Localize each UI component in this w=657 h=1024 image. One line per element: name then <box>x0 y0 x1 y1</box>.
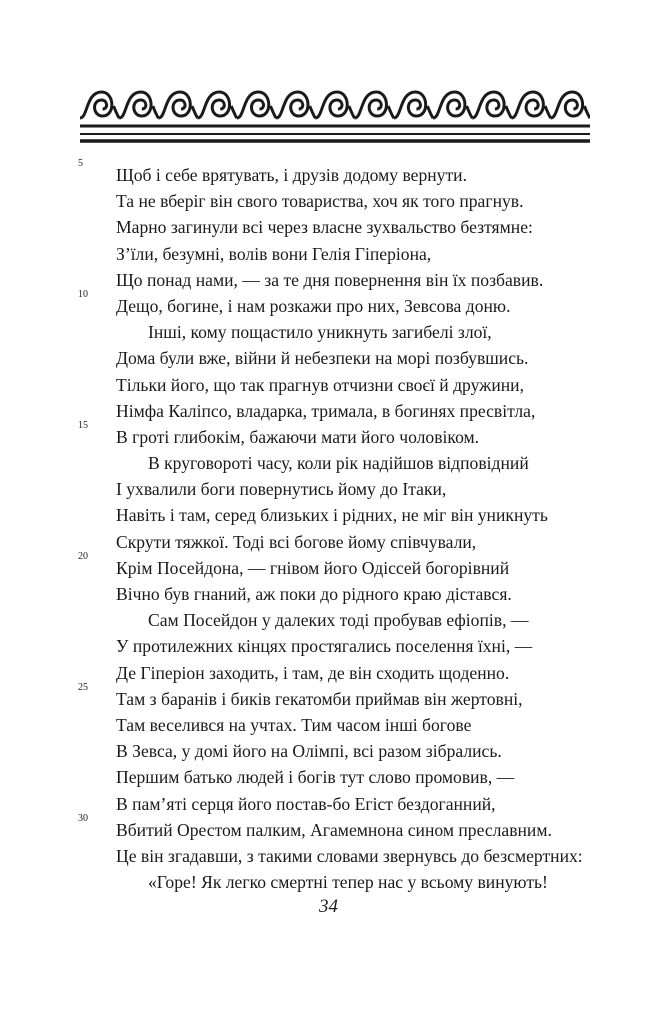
verse-text: Вічно був гнаний, аж поки до рідного краю дістався. <box>116 584 512 604</box>
verse-line <box>0 267 657 293</box>
verse-line <box>0 419 657 450</box>
verse-line <box>0 214 657 240</box>
verse-line <box>0 843 657 869</box>
wave-scroll <box>237 92 276 118</box>
verse-line <box>0 712 657 738</box>
verse-text: Дещо, богине, і нам розкажи про них, Зевсова доню. <box>116 295 511 316</box>
verse-text: В круговороті часу, коли рік надійшов відповідний <box>148 453 529 474</box>
verse-text: Що понад нами, — за те дня повернення він їх позбавив. <box>116 269 544 290</box>
line-number: 15 <box>78 419 88 431</box>
line-number: 20 <box>78 550 88 562</box>
verse-line <box>0 764 657 790</box>
verse-line <box>0 529 657 555</box>
verse-line <box>0 398 657 424</box>
verse-line <box>0 812 657 843</box>
wave-scroll <box>80 92 119 118</box>
verse-text: Сам Посейдон у далеких тоді пробував ефіопів, — <box>148 610 529 631</box>
wave-scroll <box>433 92 472 118</box>
verse-line <box>0 607 657 633</box>
wave-scroll <box>198 92 237 118</box>
wave-scroll <box>315 92 354 118</box>
verse-line <box>0 188 657 214</box>
wave-scroll <box>512 92 551 118</box>
line-number: 5 <box>78 158 83 169</box>
verse-line <box>0 791 657 817</box>
line-number: 25 <box>78 681 88 693</box>
verse-line <box>0 660 657 686</box>
wave-scroll <box>355 92 394 118</box>
verse-line <box>0 476 657 502</box>
verse-line <box>0 319 657 345</box>
verse-text: Марно загинули всі через власне зухвальство безтямне: <box>116 217 533 238</box>
verse-line <box>0 869 657 895</box>
verse-text: В Зевса, у домі його на Олімпі, всі разом зібрались. <box>116 741 502 762</box>
verse-text: Навіть і там, серед близьких і рідних, не міг він уникнуть <box>116 505 548 526</box>
verse-text: Де Гіперіон заходить, і там, де він сходить щоденно. <box>116 662 510 683</box>
verse-text: У протилежних кінцях простягались поселення їхні, — <box>116 636 533 657</box>
verse-text: Тільки його, що так прагнув отчизни своєї й дружини, <box>116 374 524 395</box>
verse-text: Там веселився на учтах. Тим часом інші богове <box>116 714 472 735</box>
verse-text: І ухвалили боги повернутись йому до Ітаки, <box>116 479 447 500</box>
wave-scroll <box>551 92 590 118</box>
page-number: 34 <box>319 896 338 917</box>
verse-text: Першим батько людей і богів тут слово промовив, — <box>116 767 515 788</box>
verse-text: В гроті глибокім, бажаючи мати його чоловіком. <box>116 426 480 447</box>
verse-text: Це він згадавши, з такими словами звернувсь до безсмертних: <box>116 845 583 866</box>
verse-line <box>0 450 657 476</box>
line-number: 30 <box>78 812 88 824</box>
verse-text: Скрути тяжкої. Тоді всі богове йому співчували, <box>116 531 477 552</box>
verse-line <box>0 372 657 398</box>
verse-line <box>0 345 657 371</box>
wave-scroll <box>472 92 511 118</box>
wave-scroll <box>158 92 197 118</box>
verse-text: Там з баранів і биків гекатомби приймав він жертовні, <box>116 688 523 709</box>
wave-scroll <box>119 92 158 118</box>
wave-scroll <box>276 92 315 118</box>
verse-line <box>0 550 657 581</box>
verse-line <box>0 681 657 712</box>
verse-text: «Горе! Як легко смертні тепер нас у всьому винують! <box>148 872 548 893</box>
verse-line <box>0 502 657 528</box>
verse-line <box>0 288 657 319</box>
poem-text <box>0 158 657 895</box>
verse-text: Щоб і себе врятувать, і друзів додому вернути. <box>116 165 467 185</box>
verse-line <box>0 738 657 764</box>
verse-line <box>0 633 657 659</box>
verse-text: Та не вберіг він свого товариства, хоч як того прагнув. <box>116 191 524 212</box>
verse-text: Дома були вже, війни й небезпеки на морі позбувшись. <box>116 348 529 369</box>
verse-text: Інші, кому пощастило уникнуть загибелі злої, <box>148 322 492 343</box>
wave-scroll <box>394 92 433 118</box>
verse-text: З’їли, безумні, волів вони Гелія Гіперіона, <box>116 243 432 264</box>
verse-text: Вбитий Орестом палким, Агамемнона сином преславним. <box>116 819 552 840</box>
verse-text: В пам’яті серця його постав-бо Егіст бездоганний, <box>116 793 496 814</box>
greek-wave-border <box>80 88 590 148</box>
verse-line <box>0 158 657 188</box>
verse-line <box>0 241 657 267</box>
verse-line <box>0 581 657 607</box>
line-number: 10 <box>78 288 88 300</box>
verse-text: Німфа Каліпсо, владарка, тримала, в богинях пресвітла, <box>116 400 536 421</box>
verse-text: Крім Посейдона, — гнівом його Одіссей богорівний <box>116 557 510 578</box>
